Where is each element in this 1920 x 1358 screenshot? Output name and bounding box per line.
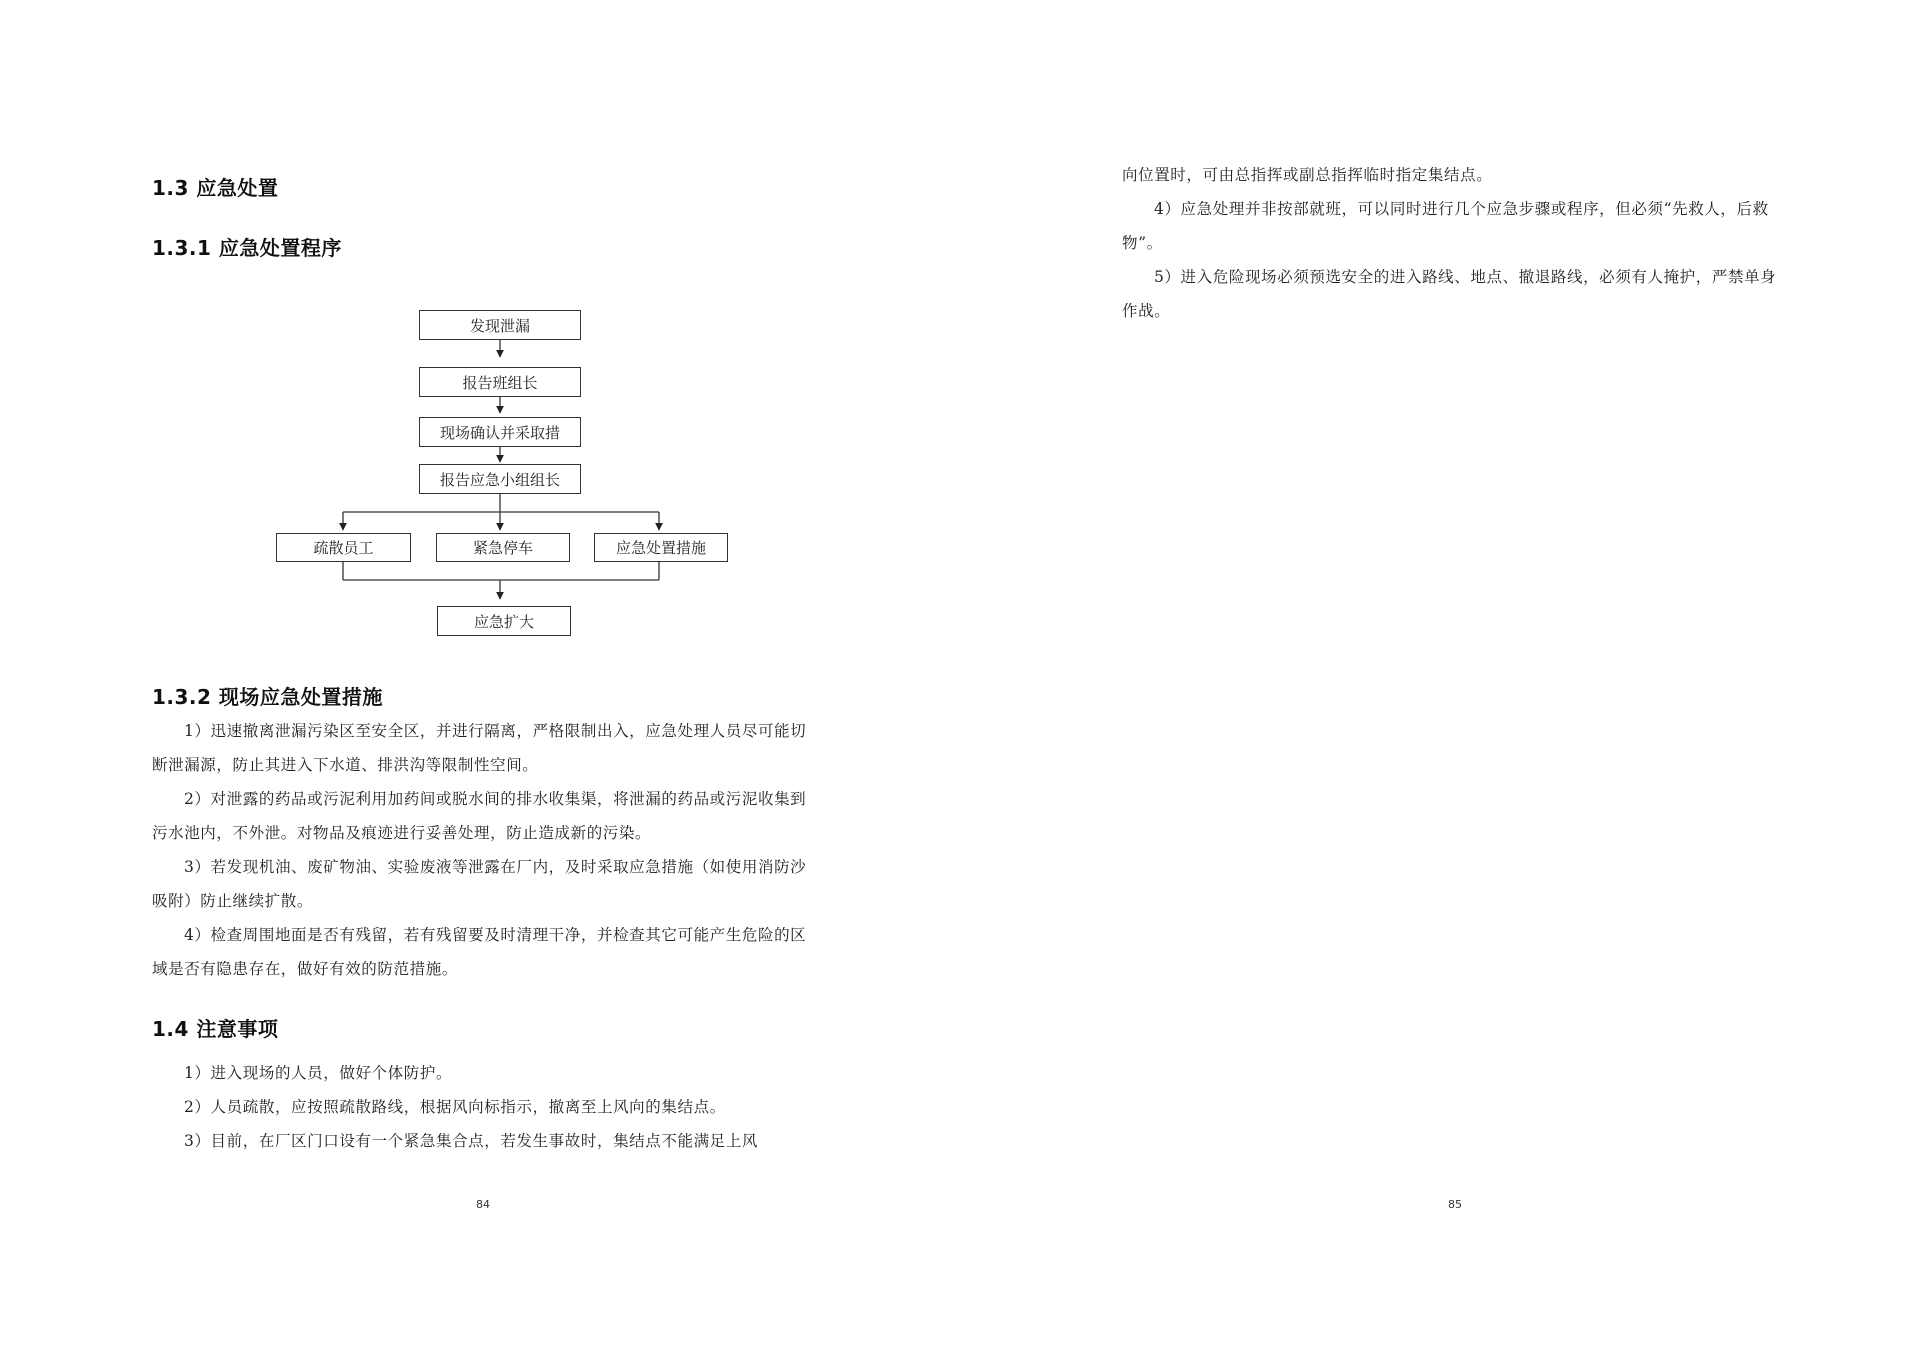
flow-step-confirm-measures: 现场确认并采取措: [419, 417, 581, 447]
note-paragraph-2: 2）人员疏散，应按照疏散路线，根据风向标指示，撤离至上风向的集结点。: [184, 1098, 726, 1116]
subsection-title-1-3-1: 1.3.1 应急处置程序: [152, 236, 342, 260]
flow-step-report-emergency-leader: 报告应急小组组长: [419, 464, 581, 494]
measure-paragraph-4: 4）检查周围地面是否有残留，若有残留要及时清理干净，并检查其它可能产生危险的区域是否有隐患存在，做好有效的防范措施。: [152, 926, 807, 978]
flow-final-escalation: 应急扩大: [437, 606, 571, 636]
note-paragraph-1: 1）进入现场的人员，做好个体防护。: [184, 1064, 453, 1082]
flow-step-discover-leak: 发现泄漏: [419, 310, 581, 340]
note-paragraph-3: 3）目前，在厂区门口设有一个紧急集合点，若发生事故时，集结点不能满足上风: [184, 1132, 758, 1150]
measure-paragraph-1: 1）迅速撤离泄漏污染区至安全区，并进行隔离，严格限制出入，应急处理人员尽可能切断泄漏源，防止其进入下水道、排洪沟等限制性空间。: [152, 722, 807, 774]
note-3-continuation: 向位置时，可由总指挥或副总指挥临时指定集结点。: [1122, 166, 1493, 184]
flow-branch-emergency-stop: 紧急停车: [436, 533, 570, 562]
section-title-1-4: 1.4 注意事项: [152, 1017, 279, 1041]
note-paragraph-5: 5）进入危险现场必须预选安全的进入路线、地点、撤退路线，必须有人掩护，严禁单身作战。: [1122, 268, 1777, 320]
note-paragraph-4: 4）应急处理并非按部就班，可以同时进行几个应急步骤或程序，但必须“先救人，后救物”。: [1122, 200, 1769, 252]
flow-branch-emergency-measures: 应急处置措施: [594, 533, 728, 562]
flow-branch-evacuate: 疏散员工: [276, 533, 411, 562]
page-number-left: 84: [476, 1198, 490, 1211]
measure-paragraph-3: 3）若发现机油、废矿物油、实验废液等泄露在厂内，及时采取应急措施（如使用消防沙吸附）防止继续扩散。: [152, 858, 807, 910]
measure-paragraph-2: 2）对泄露的药品或污泥利用加药间或脱水间的排水收集渠，将泄漏的药品或污泥收集到污水池内，不外泄。对物品及痕迹进行妥善处理，防止造成新的污染。: [152, 790, 807, 842]
section-title-1-3: 1.3 应急处置: [152, 176, 279, 200]
page-number-right: 85: [1448, 1198, 1462, 1211]
flowchart-connectors: [0, 0, 960, 700]
subsection-title-1-3-2: 1.3.2 现场应急处置措施: [152, 685, 383, 709]
flow-step-report-team-leader: 报告班组长: [419, 367, 581, 397]
